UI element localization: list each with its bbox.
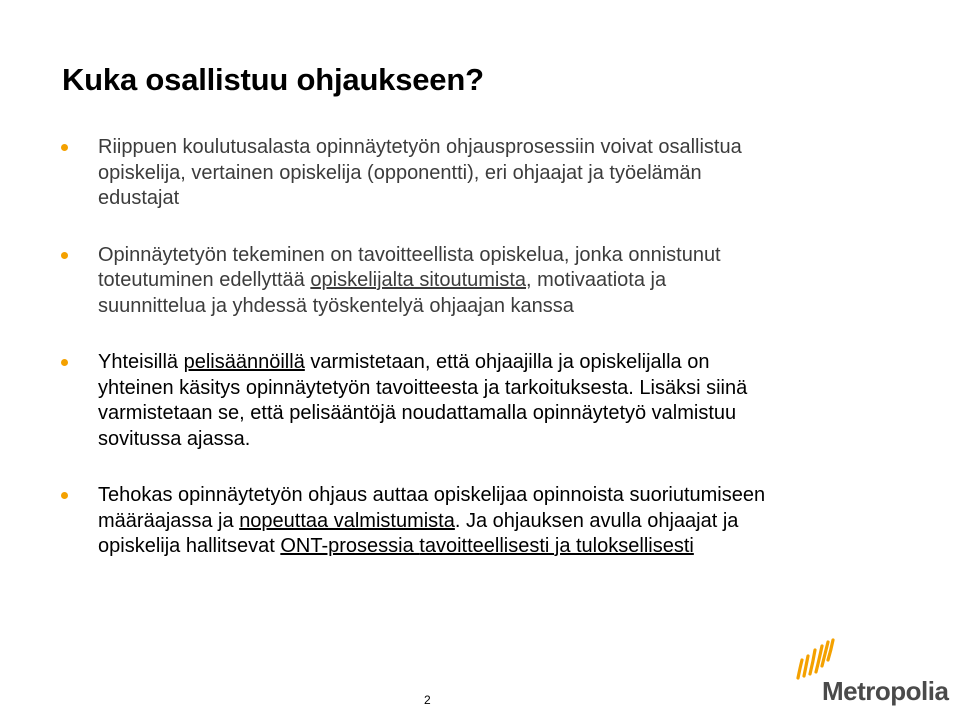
link-opiskelijalta-sitoutumista[interactable]: opiskelijalta sitoutumista bbox=[310, 269, 527, 291]
bullet-item-3 bbox=[98, 350, 918, 452]
bullet-1-line-3: edustajat bbox=[98, 187, 180, 209]
bullet-dot-icon bbox=[61, 252, 68, 259]
bullet-1-line-1: Riippuen koulutusalasta opinnäytetyön ohjausprosessiin voivat osallistua bbox=[98, 136, 742, 158]
bullet-2-line-2-pre: toteutuminen edellyttää bbox=[98, 269, 311, 291]
bullet-3-line-2: yhteinen käsitys opinnäytetyön tavoitteesta ja tarkoituksesta. Lisäksi siinä bbox=[98, 376, 748, 399]
link-nopeuttaa-valmistumista[interactable]: nopeuttaa valmistumista bbox=[239, 509, 455, 532]
bullet-dot-icon bbox=[61, 359, 68, 366]
bullet-3-line-1-post: varmistetaan, että ohjaajilla ja opiskelijalla on bbox=[304, 351, 710, 373]
link-tavoitteellisesti-ja-tuloksellisesti[interactable]: tavoitteellisesti ja tuloksellisesti bbox=[419, 535, 694, 557]
link-pelisaannoilla[interactable]: pelisäännöillä bbox=[183, 351, 305, 373]
bullet-item-1 bbox=[98, 135, 918, 212]
bullet-3-line-3: varmistetaan se, että pelisääntöjä noudattamalla opinnäytetyö valmistuu bbox=[98, 402, 737, 424]
bullet-2-line-1: Opinnäytetyön tekeminen on tavoitteellista opiskelua, jonka onnistunut bbox=[98, 243, 721, 266]
slide-title: Kuka osallistuu ohjaukseen? bbox=[62, 62, 484, 97]
bullet-4-line-3-pre: opiskelija hallitsevat bbox=[98, 535, 281, 557]
bullet-2-line-3: suunnittelua ja yhdessä työskentelyä ohjaajan kanssa bbox=[98, 294, 574, 317]
bullet-4-line-2-post: . Ja ohjauksen avulla ohjaajat ja bbox=[454, 509, 739, 532]
logo-text: Metropolia bbox=[822, 676, 949, 706]
metropolia-logo bbox=[792, 636, 949, 710]
page-number: 2 bbox=[424, 693, 431, 707]
bullet-3-line-1-pre: Yhteisillä bbox=[98, 351, 184, 373]
bullet-list bbox=[98, 135, 918, 591]
bullet-2-line-2-post: , motivaatiota ja bbox=[526, 269, 667, 291]
bullet-dot-icon bbox=[61, 144, 68, 151]
bullet-item-4 bbox=[98, 483, 918, 560]
bullet-4-line-1: Tehokas opinnäytetyön ohjaus auttaa opiskelijaa opinnoista suoriutumiseen bbox=[98, 484, 766, 506]
bullet-4-line-2-pre: määräajassa ja bbox=[98, 509, 240, 532]
bullet-1-line-2: opiskelija, vertainen opiskelija (opponentti), eri ohjaajat ja työelämän bbox=[98, 161, 702, 184]
link-ont-prosessia[interactable]: ONT-prosessia bbox=[280, 535, 420, 557]
bullet-3-line-4: sovitussa ajassa. bbox=[98, 427, 251, 450]
bullet-item-2 bbox=[98, 243, 918, 320]
bullet-dot-icon bbox=[61, 492, 68, 499]
